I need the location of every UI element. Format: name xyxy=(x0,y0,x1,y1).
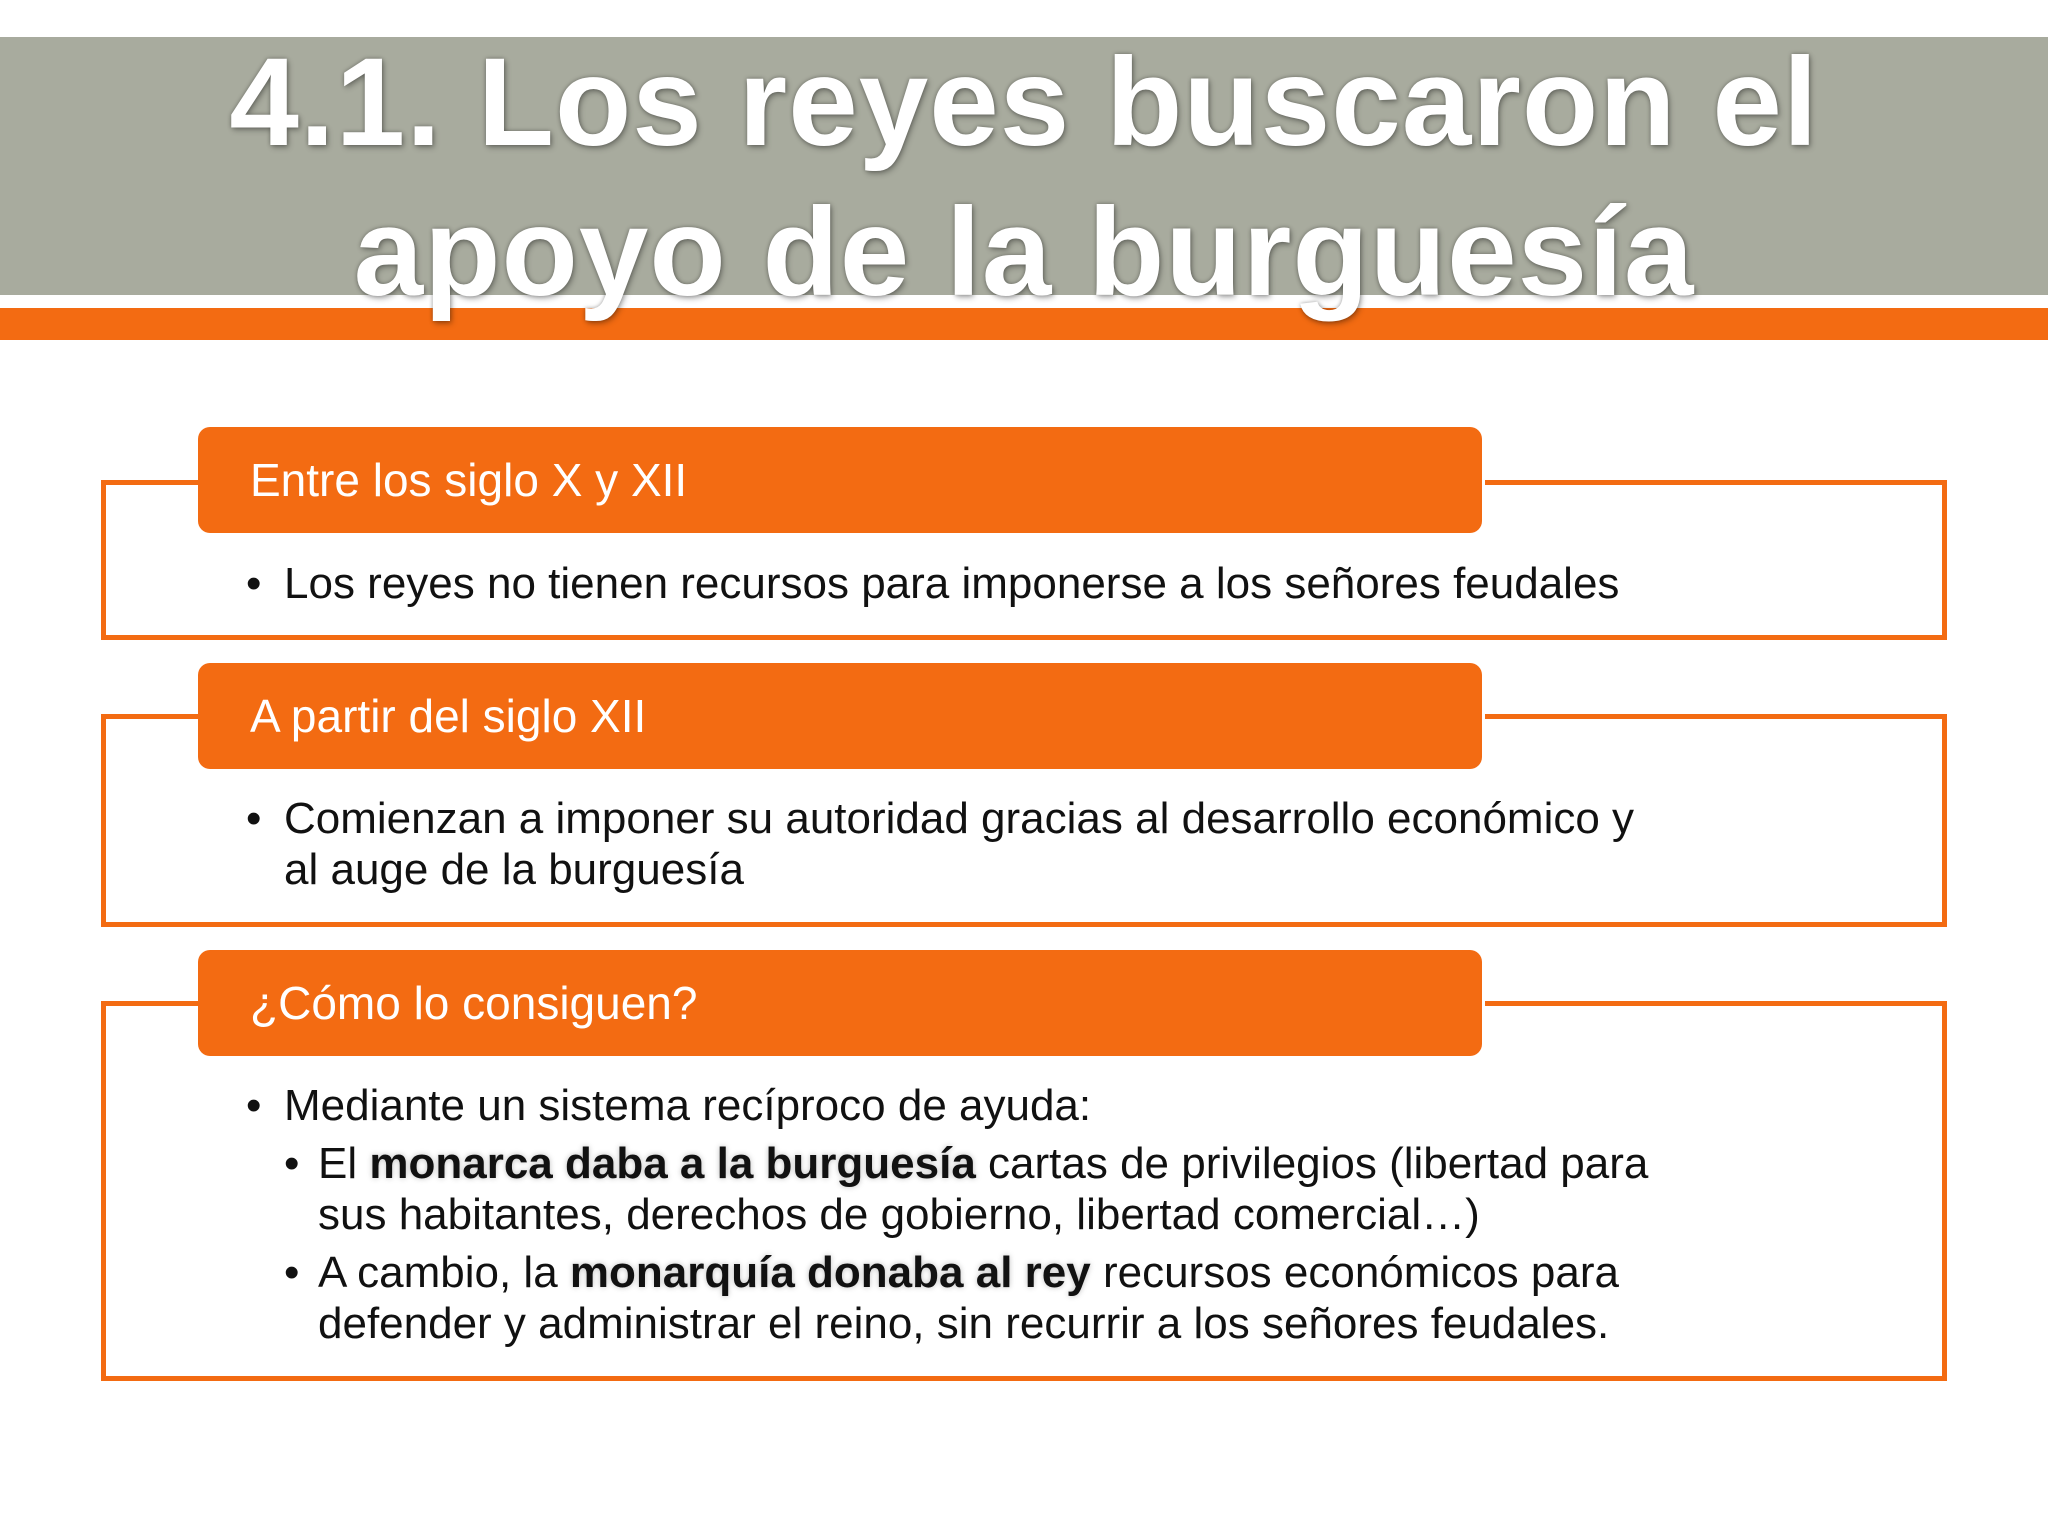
sub-1-highlight: monarca daba a la burguesía xyxy=(369,1139,976,1188)
section-1-body xyxy=(240,558,1619,609)
section-3-header: ¿Cómo lo consiguen? xyxy=(198,950,1482,1056)
section-3-sub-bullet-1 xyxy=(280,1138,1648,1240)
section-2-bullet xyxy=(240,793,1634,895)
section-2-bullet-line-2: al auge de la burguesía xyxy=(284,845,744,894)
slide-title xyxy=(0,28,2048,328)
section-3-bullet: • Mediante un sistema recíproco de ayuda: xyxy=(240,1080,1648,1131)
sub-2-pre: A cambio, la xyxy=(318,1248,570,1297)
sub-1-post: cartas de privilegios (libertad para xyxy=(975,1139,1649,1188)
sub-2-post: recursos económicos para xyxy=(1090,1248,1619,1297)
slide-title-line-2: apoyo de la burguesía xyxy=(353,183,1695,322)
sub-1-line-2: sus habitantes, derechos de gobierno, libertad comercial…) xyxy=(318,1190,1480,1239)
slide-title-line-1: 4.1. Los reyes buscaron el xyxy=(229,33,1819,172)
sub-2-line-2: defender y administrar el reino, sin recurrir a los señores feudales. xyxy=(318,1299,1610,1348)
section-2-body xyxy=(240,793,1634,895)
section-2-header: A partir del siglo XII xyxy=(198,663,1482,769)
section-1-bullet: • Los reyes no tienen recursos para imponerse a los señores feudales xyxy=(240,558,1619,609)
sub-2-highlight: monarquía donaba al rey xyxy=(569,1248,1091,1297)
section-3-sub-bullet-2 xyxy=(280,1247,1648,1349)
section-3-body xyxy=(240,1080,1648,1349)
sub-1-pre: El xyxy=(318,1139,370,1188)
section-1-header: Entre los siglo X y XII xyxy=(198,427,1482,533)
section-2-bullet-line-1: • Comienzan a imponer su autoridad gracias al desarrollo económico y xyxy=(284,794,1635,843)
